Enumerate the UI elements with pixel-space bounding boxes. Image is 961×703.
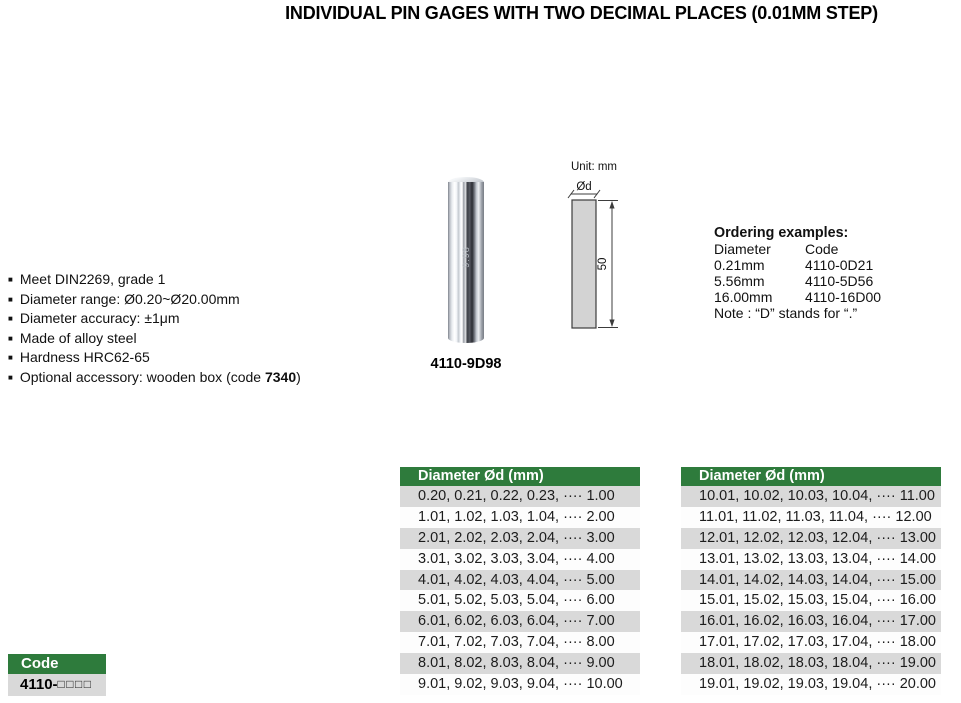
ordering-diameter: 5.56mm — [714, 272, 765, 289]
bullet-square-icon: ■ — [8, 353, 13, 363]
diameter-dim-label: Ød — [576, 181, 592, 193]
feature-text: Diameter accuracy: ±1μm — [19, 310, 180, 327]
length-dim-label: 50 — [597, 257, 609, 271]
product-model-caption: 4110-9D98 — [430, 356, 502, 372]
table-row: 5.01, 5.02, 5.03, 5.04, ···· 6.00 — [400, 590, 640, 611]
feature-item — [8, 369, 408, 389]
table-row: 3.01, 3.02, 3.03, 3.04, ···· 4.00 — [400, 549, 640, 570]
feature-list — [8, 271, 408, 389]
feature-text: Meet DIN2269, grade 1 — [19, 271, 166, 287]
table-header: Diameter Ød (mm) — [400, 467, 640, 486]
feature-text: Made of alloy steel — [19, 329, 137, 346]
table-row: 0.20, 0.21, 0.22, 0.23, ···· 1.00 — [400, 486, 640, 507]
feature-optional-code: 7340 — [264, 368, 297, 385]
feature-item — [8, 349, 408, 369]
feature-text: Diameter range: Ø0.20~Ø20.00mm — [19, 290, 240, 307]
ordering-note: Note : “D” stands for “.” — [714, 304, 858, 321]
code-box — [8, 654, 106, 696]
feature-text: Hardness HRC62-65 — [19, 349, 150, 366]
table-row: 17.01, 17.02, 17.03, 17.04, ···· 18.00 — [681, 632, 941, 653]
feature-optional-suffix: ) — [296, 368, 301, 385]
feature-text — [20, 369, 301, 386]
ordering-heading: Ordering examples: — [714, 225, 849, 241]
feature-item — [8, 310, 408, 330]
table-row: 6.01, 6.02, 6.03, 6.04, ···· 7.00 — [400, 611, 640, 632]
ordering-col-diameter: Diameter — [714, 240, 771, 257]
ordering-diameter: 16.00mm — [714, 288, 773, 305]
ordering-column-headers — [714, 242, 954, 258]
table-row: 2.01, 2.02, 2.03, 2.04, ···· 3.00 — [400, 528, 640, 549]
table-row: 16.01, 16.02, 16.03, 16.04, ···· 17.00 — [681, 611, 941, 632]
diameter-table-right — [681, 467, 941, 695]
bullet-square-icon: ■ — [8, 314, 13, 324]
feature-item — [8, 291, 408, 311]
bullet-square-icon: ■ — [8, 294, 13, 304]
table-row: 10.01, 10.02, 10.03, 10.04, ···· 11.00 — [681, 486, 941, 507]
table-header: Diameter Ød (mm) — [681, 467, 941, 486]
bullet-square-icon: ■ — [8, 372, 13, 382]
table-row: 12.01, 12.02, 12.03, 12.04, ···· 13.00 — [681, 528, 941, 549]
ordering-code: 4110-16D00 — [805, 288, 882, 305]
table-row: 8.01, 8.02, 8.03, 8.04, ···· 9.00 — [400, 653, 640, 674]
feature-item — [8, 271, 408, 291]
ordering-code: 4110-0D21 — [805, 256, 874, 273]
table-row: 19.01, 19.02, 19.03, 19.04, ···· 20.00 — [681, 674, 941, 695]
table-row: 15.01, 15.02, 15.03, 15.04, ···· 16.00 — [681, 590, 941, 611]
table-row: 7.01, 7.02, 7.03, 7.04, ···· 8.00 — [400, 632, 640, 653]
feature-optional-prefix: Optional accessory: wooden box (code — [19, 368, 265, 385]
table-row: 13.01, 13.02, 13.03, 13.04, ···· 14.00 — [681, 549, 941, 570]
arrow-up-icon — [609, 201, 614, 209]
dimension-drawing — [566, 157, 624, 335]
bullet-square-icon: ■ — [8, 275, 13, 284]
ordering-row — [714, 274, 954, 290]
code-box-value — [8, 674, 106, 696]
table-row: 1.01, 1.02, 1.03, 1.04, ···· 2.00 — [400, 507, 640, 528]
pin-outline-rect — [572, 200, 596, 328]
table-row: 4.01, 4.02, 4.03, 4.04, ···· 5.00 — [400, 570, 640, 591]
bullet-square-icon: ■ — [8, 333, 13, 343]
code-prefix: 4110- — [20, 676, 58, 693]
diameter-table-left — [400, 467, 640, 695]
page-title: INDIVIDUAL PIN GAGES WITH TWO DECIMAL PLACES (0.01MM STEP) — [285, 3, 878, 23]
feature-item — [8, 330, 408, 350]
ordering-code: 4110-5D56 — [805, 272, 874, 289]
ordering-row — [714, 290, 954, 306]
code-placeholder-squares: □□□□ — [57, 677, 93, 691]
arrow-down-icon — [609, 320, 614, 328]
table-row: 14.01, 14.02, 14.03, 14.04, ···· 15.00 — [681, 570, 941, 591]
table-row: 11.01, 11.02, 11.03, 11.04, ···· 12.00 — [681, 507, 941, 528]
pin-gage-marking: 9.98 — [461, 246, 471, 268]
ordering-examples — [714, 226, 954, 321]
ordering-diameter: 0.21mm — [714, 256, 765, 273]
table-row: 18.01, 18.02, 18.03, 18.04, ···· 19.00 — [681, 653, 941, 674]
table-row: 9.01, 9.02, 9.03, 9.04, ···· 10.00 — [400, 674, 640, 695]
ordering-col-code: Code — [805, 240, 839, 257]
unit-label: Unit: mm — [571, 161, 617, 173]
ordering-row — [714, 258, 954, 274]
code-box-header: Code — [8, 654, 106, 674]
